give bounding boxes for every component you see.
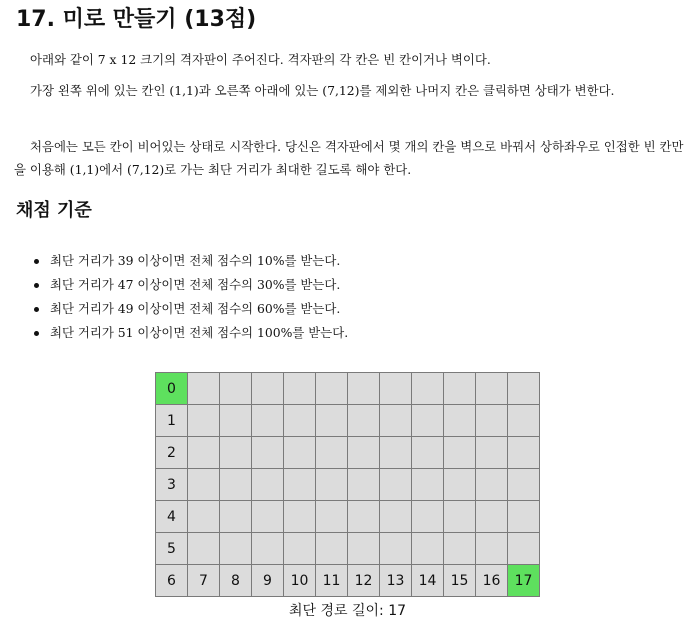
grid-cell[interactable]: 2 (156, 437, 188, 469)
grid-cell[interactable] (476, 405, 508, 437)
grid-cell[interactable] (476, 469, 508, 501)
scoring-criterion: 최단 거리가 39 이상이면 전체 점수의 10%를 받는다. (32, 249, 348, 273)
grid-cell[interactable]: 15 (444, 565, 476, 597)
grid-cell[interactable]: 7 (188, 565, 220, 597)
start-cell[interactable]: 0 (156, 373, 188, 405)
grid-cell[interactable]: 6 (156, 565, 188, 597)
grid-cell[interactable] (188, 405, 220, 437)
grid-cell[interactable] (220, 373, 252, 405)
grid-cell[interactable] (252, 405, 284, 437)
grid-cell[interactable]: 16 (476, 565, 508, 597)
maze-grid (155, 372, 540, 597)
problem-paragraph: 처음에는 모든 칸이 비어있는 상태로 시작한다. 당신은 격자판에서 몇 개의 칸을 벽으로 바꿔서 상하좌우로 인접한 빈 칸만을 이용해 (1,1)에서 (7,12)로 가는 최단 거리가 최대한 길도록 해야 한다. (14, 139, 684, 177)
grid-cell[interactable] (508, 533, 540, 565)
grid-cell[interactable] (252, 437, 284, 469)
grid-cell[interactable] (412, 501, 444, 533)
grid-cell[interactable] (188, 469, 220, 501)
scoring-criterion: 최단 거리가 51 이상이면 전체 점수의 100%를 받는다. (32, 321, 348, 345)
grid-cell[interactable] (316, 501, 348, 533)
grid-cell[interactable]: 1 (156, 405, 188, 437)
end-cell[interactable]: 17 (508, 565, 540, 597)
problem-paragraph: 가장 왼쪽 위에 있는 칸인 (1,1)과 오른쪽 아래에 있는 (7,12)를 제외한 나머지 칸은 클릭하면 상태가 변한다. (30, 83, 615, 98)
grid-cell[interactable]: 5 (156, 533, 188, 565)
scoring-criterion: 최단 거리가 49 이상이면 전체 점수의 60%를 받는다. (32, 297, 348, 321)
grid-cell[interactable] (348, 501, 380, 533)
grid-cell[interactable]: 14 (412, 565, 444, 597)
grid-cell[interactable] (284, 469, 316, 501)
grid-cell[interactable] (412, 373, 444, 405)
scoring-criterion: 최단 거리가 47 이상이면 전체 점수의 30%를 받는다. (32, 273, 348, 297)
grid-cell[interactable] (508, 405, 540, 437)
grid-cell[interactable] (220, 533, 252, 565)
shortest-path-length: 최단 경로 길이: 17 (288, 603, 407, 619)
grid-cell[interactable] (252, 373, 284, 405)
grid-cell[interactable] (444, 501, 476, 533)
grid-cell[interactable] (284, 437, 316, 469)
grid-cell[interactable] (284, 373, 316, 405)
grid-cell[interactable] (476, 533, 508, 565)
grid-cell[interactable] (316, 437, 348, 469)
scoring-criteria-list (32, 249, 348, 345)
grid-cell[interactable] (380, 501, 412, 533)
grid-cell[interactable] (476, 501, 508, 533)
grid-cell[interactable] (508, 501, 540, 533)
grid-cell[interactable]: 13 (380, 565, 412, 597)
grid-cell[interactable] (220, 501, 252, 533)
grid-cell[interactable] (348, 405, 380, 437)
grid-cell[interactable] (444, 469, 476, 501)
grid-cell[interactable] (444, 437, 476, 469)
grid-cell[interactable] (508, 373, 540, 405)
grid-cell[interactable] (316, 533, 348, 565)
grid-cell[interactable] (252, 501, 284, 533)
grid-cell[interactable] (316, 405, 348, 437)
grid-cell[interactable]: 9 (252, 565, 284, 597)
grid-cell[interactable] (380, 437, 412, 469)
grid-cell[interactable] (380, 405, 412, 437)
grid-cell[interactable] (220, 469, 252, 501)
grid-cell[interactable] (508, 469, 540, 501)
scoring-heading: 채점 기준 (16, 200, 92, 221)
grid-cell[interactable]: 12 (348, 565, 380, 597)
page-title: 17. 미로 만들기 (13점) (16, 7, 257, 32)
grid-cell[interactable] (476, 373, 508, 405)
grid-cell[interactable]: 4 (156, 501, 188, 533)
grid-cell[interactable] (348, 373, 380, 405)
grid-cell[interactable] (476, 437, 508, 469)
grid-cell[interactable] (444, 533, 476, 565)
grid-cell[interactable] (252, 469, 284, 501)
grid-cell[interactable] (220, 437, 252, 469)
problem-paragraph: 아래와 같이 7 x 12 크기의 격자판이 주어진다. 격자판의 각 칸은 빈 칸이거나 벽이다. (30, 52, 491, 67)
grid-cell[interactable] (412, 405, 444, 437)
grid-cell[interactable] (380, 373, 412, 405)
grid-cell[interactable] (188, 501, 220, 533)
grid-cell[interactable] (252, 533, 284, 565)
grid-cell[interactable] (188, 533, 220, 565)
grid-cell[interactable] (188, 437, 220, 469)
grid-cell[interactable] (284, 405, 316, 437)
grid-cell[interactable]: 11 (316, 565, 348, 597)
grid-cell[interactable] (348, 533, 380, 565)
grid-cell[interactable] (316, 469, 348, 501)
grid-cell[interactable] (412, 469, 444, 501)
grid-cell[interactable]: 10 (284, 565, 316, 597)
grid-cell[interactable]: 8 (220, 565, 252, 597)
grid-cell[interactable] (188, 373, 220, 405)
grid-cell[interactable] (284, 533, 316, 565)
grid-cell[interactable] (316, 373, 348, 405)
grid-cell[interactable] (412, 533, 444, 565)
grid-cell[interactable] (444, 405, 476, 437)
grid-cell[interactable] (348, 437, 380, 469)
grid-cell[interactable] (412, 437, 444, 469)
grid-cell[interactable] (508, 437, 540, 469)
grid-cell[interactable]: 3 (156, 469, 188, 501)
grid-cell[interactable] (444, 373, 476, 405)
grid-cell[interactable] (380, 533, 412, 565)
grid-cell[interactable] (220, 405, 252, 437)
grid-cell[interactable] (380, 469, 412, 501)
grid-cell[interactable] (348, 469, 380, 501)
grid-cell[interactable] (284, 501, 316, 533)
